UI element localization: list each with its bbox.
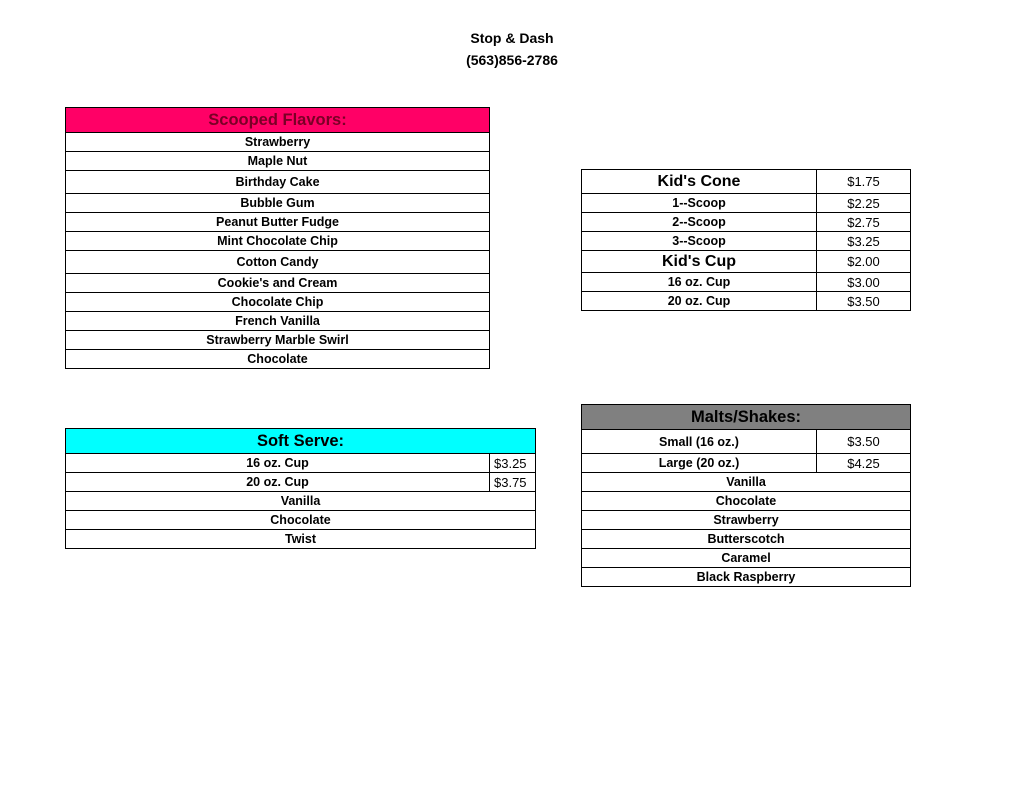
store-phone: (563)856-2786	[466, 52, 558, 68]
flavor-row	[66, 232, 490, 251]
flavor-name: Cookie's and Cream	[66, 274, 490, 292]
item-price: $3.75	[490, 473, 536, 491]
malts-shakes-title: Malts/Shakes:	[582, 405, 911, 429]
item-price: $2.25	[817, 194, 911, 212]
flavor-name: Twist	[66, 530, 536, 548]
item-label: Large (20 oz.)	[582, 454, 817, 472]
flavor-row	[66, 213, 490, 232]
price-row	[582, 430, 911, 454]
flavor-name: Chocolate	[66, 511, 536, 529]
flavor-name: Chocolate Chip	[66, 293, 490, 311]
cone-price-table	[581, 169, 911, 311]
item-price: $1.75	[817, 170, 911, 193]
flavor-row	[582, 492, 911, 511]
item-label: 1--Scoop	[582, 194, 817, 212]
flavor-row	[66, 133, 490, 152]
flavor-row	[66, 274, 490, 293]
flavor-name: Maple Nut	[66, 152, 490, 170]
price-row	[66, 473, 536, 492]
flavor-name: Strawberry	[582, 511, 911, 529]
flavor-row	[582, 473, 911, 492]
item-label: Kid's Cone	[582, 170, 817, 193]
item-price: $4.25	[817, 454, 911, 472]
item-label: Kid's Cup	[582, 251, 817, 272]
flavor-row	[66, 312, 490, 331]
item-label: 16 oz. Cup	[582, 273, 817, 291]
flavor-name: Peanut Butter Fudge	[66, 213, 490, 231]
price-row	[582, 273, 911, 292]
flavor-name: Strawberry	[66, 133, 490, 151]
flavor-name: Chocolate	[582, 492, 911, 510]
flavor-row	[66, 251, 490, 274]
item-label: 3--Scoop	[582, 232, 817, 250]
flavor-row	[66, 331, 490, 350]
item-price: $3.00	[817, 273, 911, 291]
flavor-name: French Vanilla	[66, 312, 490, 330]
flavor-row	[582, 549, 911, 568]
flavor-row	[66, 194, 490, 213]
item-price: $3.25	[490, 454, 536, 472]
malts-header-row	[582, 405, 911, 430]
malts-shakes-table	[581, 404, 911, 587]
flavor-row	[66, 350, 490, 369]
flavor-name: Black Raspberry	[582, 568, 911, 586]
soft-serve-title: Soft Serve:	[66, 429, 536, 453]
flavor-row	[66, 530, 536, 549]
price-row	[582, 292, 911, 311]
flavor-row	[66, 152, 490, 171]
price-row	[582, 454, 911, 473]
flavor-name: Butterscotch	[582, 530, 911, 548]
flavor-name: Cotton Candy	[66, 251, 490, 273]
price-row	[66, 454, 536, 473]
item-price: $2.00	[817, 251, 911, 272]
flavor-row	[582, 568, 911, 587]
flavor-name: Birthday Cake	[66, 171, 490, 193]
flavor-row	[582, 530, 911, 549]
price-row	[582, 232, 911, 251]
item-price: $3.50	[817, 430, 911, 453]
flavor-row	[66, 293, 490, 312]
item-label: Small (16 oz.)	[582, 430, 817, 453]
flavor-name: Caramel	[582, 549, 911, 567]
price-row	[582, 213, 911, 232]
flavor-name: Strawberry Marble Swirl	[66, 331, 490, 349]
soft-serve-table	[65, 428, 536, 549]
flavor-name: Mint Chocolate Chip	[66, 232, 490, 250]
item-price: $2.75	[817, 213, 911, 231]
flavor-row	[66, 511, 536, 530]
scooped-header-row	[66, 108, 490, 133]
item-label: 16 oz. Cup	[66, 454, 490, 472]
scooped-flavors-table	[65, 107, 490, 369]
flavor-row	[66, 171, 490, 194]
flavor-row	[66, 492, 536, 511]
soft-serve-header-row	[66, 429, 536, 454]
item-price: $3.50	[817, 292, 911, 310]
flavor-name: Vanilla	[66, 492, 536, 510]
item-label: 20 oz. Cup	[582, 292, 817, 310]
price-row	[582, 251, 911, 273]
flavor-name: Chocolate	[66, 350, 490, 368]
item-label: 2--Scoop	[582, 213, 817, 231]
item-label: 20 oz. Cup	[66, 473, 490, 491]
scooped-flavors-title: Scooped Flavors:	[66, 108, 490, 132]
price-row	[582, 170, 911, 194]
flavor-row	[582, 511, 911, 530]
flavor-name: Vanilla	[582, 473, 911, 491]
flavor-name: Bubble Gum	[66, 194, 490, 212]
price-row	[582, 194, 911, 213]
store-name: Stop & Dash	[470, 30, 554, 46]
item-price: $3.25	[817, 232, 911, 250]
